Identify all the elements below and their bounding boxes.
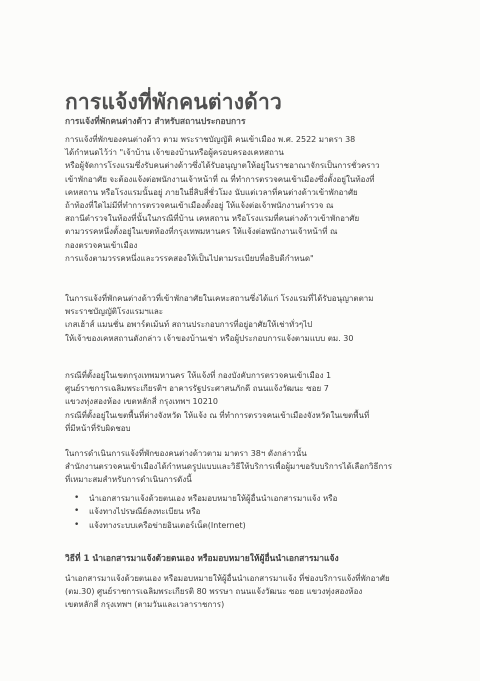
paragraph-line: ที่มีหน้าที่รับผิดชอบ bbox=[65, 423, 131, 433]
bullet-icon: • bbox=[74, 493, 80, 503]
paragraph-line: ตามวรรคหนึ่งตั้งอยู่ในเขตท้องที่กรุงเทพมหานคร ให้แจ้งต่อพนักงานเจ้าหน้าที่ ณ bbox=[65, 227, 338, 237]
paragraph-line: พระราชบัญญัติโรงแรมฯและ bbox=[65, 307, 164, 317]
paragraph-accommodation bbox=[65, 292, 425, 345]
method-1-heading: วิธีที่ 1 นำเอกสารมาแจ้งด้วยตนเอง หรือมอบหมายให้ผู้อื่นนำเอกสารมาแจ้ง bbox=[65, 554, 339, 564]
paragraph-line: หรือผู้จัดการโรงแรมซึ่งรับคนต่างด้าวซึ่งได้รับอนุญาตให้อยู่ในราชอาณาจักรเป็นการชั่วคราว bbox=[65, 161, 380, 171]
document-title: การแจ้งที่พักคนต่างด้าว bbox=[65, 90, 282, 114]
paragraph-line: ให้เจ้าของเคหสถานดังกล่าว เจ้าของบ้านเช่า หรือผู้ประกอบการแจ้งตามแบบ ตม. 30 bbox=[65, 333, 354, 343]
paragraph-line: ในการแจ้งที่พักคนต่างด้าวที่เข้าพักอาศัยในเคหะสถานซึ่งได้แก่ โรงแรมที่ได้รับอนุญาตตาม bbox=[65, 294, 374, 303]
paragraph-line: กรณีที่ตั้งอยู่ในเขตกรุงเทพมหานคร ให้แจ้งที่ กองบังคับการตรวจคนเข้าเมือง 1 bbox=[65, 371, 332, 380]
list-item bbox=[65, 492, 337, 505]
paragraph-line: การแจ้งที่พักของคนต่างด้าว ตาม พระราชบัญญัติ คนเข้าเมือง พ.ศ. 2522 มาตรา 38 bbox=[65, 135, 356, 144]
list-item-text: นำเอกสารมาแจ้งด้วยตนเอง หรือมอบหมายให้ผู้อื่นนำเอกสารมาแจ้ง หรือ bbox=[89, 494, 338, 503]
methods-list bbox=[65, 492, 337, 532]
paragraph-line: เกสเฮ้าส์ แมนชั่น อพาร์ตเม้นท์ สถานประกอบการที่อยู่อาศัยให้เช่าทั่วๆไป bbox=[65, 320, 313, 330]
bullet-icon: • bbox=[74, 519, 80, 530]
paragraph-line: แขวงทุ่งสองห้อง เขตหลักสี่ กรุงเทพฯ 10210 bbox=[65, 397, 218, 407]
paragraph-line: ในการดำเนินการแจ้งที่พักของคนต่างด้าวตาม มาตรา 38ฯ ดังกล่าวนั้น bbox=[65, 449, 307, 458]
paragraph-line: สถานีตำรวจในท้องที่นั้นในกรณีที่บ้าน เคหสถาน หรือโรงแรมที่คนต่างด้าวเข้าพักอาศัย bbox=[65, 214, 360, 224]
list-item-text: แจ้งทางระบบเครือข่ายอินเตอร์เน็ต(Internet) bbox=[89, 520, 246, 530]
paragraph-line: เข้าพักอาศัย จะต้องแจ้งต่อพนักงานเจ้าหน้าที่ ณ ที่ทำการตรวจคนเข้าเมืองซึ่งตั้งอยู่ในท้องที่ bbox=[65, 174, 375, 184]
paragraph-where-to-report bbox=[65, 369, 425, 435]
paragraph-line: นำเอกสารมาแจ้งด้วยตนเอง หรือมอบหมายให้ผู้อื่นนำเอกสารมาแจ้ง ที่ช่องบริการแจ้งที่พักอาศัย bbox=[65, 574, 390, 583]
paragraph-line: ได้กำหนดไว้ว่า "เจ้าบ้าน เจ้าของบ้านหรือผู้ครอบครองเคหสถาน bbox=[65, 148, 284, 158]
paragraph-line: ศูนย์ราชการเฉลิมพระเกียรติฯ อาคารรัฐประศาสนภักดี ถนนแจ้งวัฒนะ ซอย 7 bbox=[65, 384, 329, 394]
paragraph-line: เคหสถาน หรือโรงแรมนั้นอยู่ ภายในยี่สิบสี่ชั่วโมง นับแต่เวลาที่คนต่างด้าวเข้าพักอาศัย bbox=[65, 187, 358, 197]
paragraph-law-section-38 bbox=[65, 133, 425, 265]
paragraph-line: ที่เหมาะสมสำหรับการดำเนินการดังนี้ bbox=[65, 475, 192, 485]
document-subtitle: การแจ้งที่พักคนต่างด้าว สำหรับสถานประกอบการ bbox=[65, 117, 246, 127]
paragraph-line: การแจ้งตามวรรคหนึ่งและวรรคสองให้เป็นไปตามระเบียบที่อธิบดีกำหนด" bbox=[65, 253, 314, 263]
paragraph-line: กองตรวจคนเข้าเมือง bbox=[65, 240, 138, 250]
list-item bbox=[65, 519, 337, 532]
paragraph-line: ถ้าท้องที่ใดไม่มีที่ทำการตรวจคนเข้าเมืองตั้งอยู่ ให้แจ้งต่อเจ้าพนักงานตำรวจ ณ bbox=[65, 201, 334, 211]
list-item bbox=[65, 505, 337, 518]
paragraph-service-methods bbox=[65, 447, 425, 487]
paragraph-line: กรณีที่ตั้งอยู่ในเขตพื้นที่ต่างจังหวัด ให้แจ้ง ณ ที่ทำการตรวจคนเข้าเมืองจังหวัดในเขตพื้นที่ bbox=[65, 410, 370, 420]
bullet-icon: • bbox=[74, 506, 80, 517]
paragraph-line: สำนักงานตรวจคนเข้าเมืองได้กำหนดรูปแบบและวิธีให้บริการเพื่อผู้มาขอรับบริการได้เลือกวิธีการ bbox=[65, 462, 392, 472]
list-item-text: แจ้งทางไปรษณีย์ลงทะเบียน หรือ bbox=[89, 507, 201, 517]
paragraph-line: (ตม.30) ศูนย์ราชการเฉลิมพระเกียรติ 80 พรรษา ถนนแจ้งวัฒนะ ซอย แขวงทุ่งสองห้อง bbox=[65, 587, 363, 597]
paragraph-method-1 bbox=[65, 572, 425, 612]
paragraph-line: เขตหลักสี่ กรุงเทพฯ (ตามวันและเวลาราชการ) bbox=[65, 600, 225, 610]
